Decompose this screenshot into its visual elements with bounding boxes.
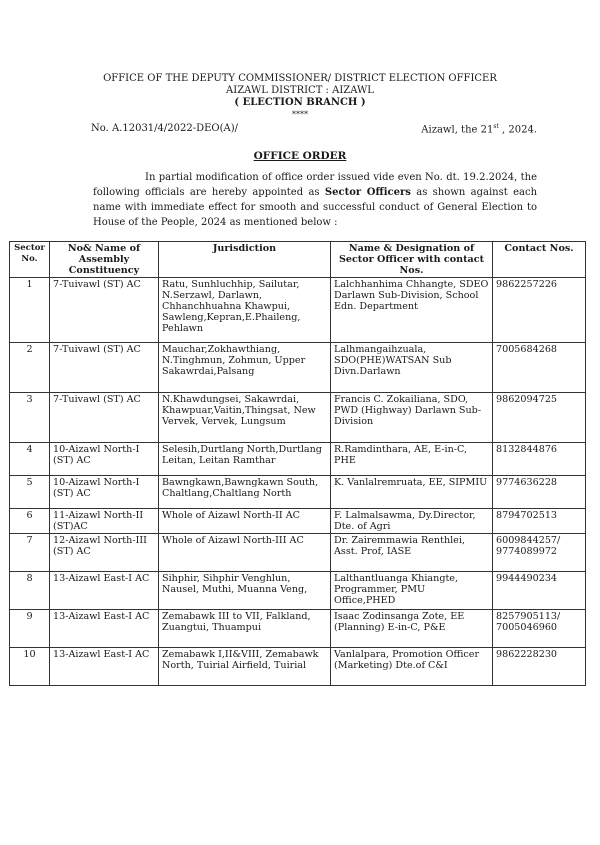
date-superscript: st xyxy=(493,123,499,130)
header-sector-no: Sector No. xyxy=(10,242,50,278)
cell-officer: F. Lalmalsawma, Dy.Director, Dte. of Agri xyxy=(331,509,493,534)
cell-constituency: 12-Aizawl North-III (ST) AC xyxy=(50,534,159,572)
order-paragraph xyxy=(93,170,537,230)
cell-sector-no: 3 xyxy=(10,393,50,443)
cell-jurisdiction: Whole of Aizawl North-II AC xyxy=(159,509,331,534)
cell-constituency: 13-Aizawl East-I AC xyxy=(50,648,159,686)
cell-contact: 6009844257/ 9774089972 xyxy=(493,534,586,572)
table-row xyxy=(10,534,586,572)
cell-sector-no: 4 xyxy=(10,443,50,476)
table-header-row xyxy=(10,242,586,278)
cell-contact: 8794702513 xyxy=(493,509,586,534)
cell-jurisdiction: Sihphir, Sihphir Venghlun, Nausel, Muthi, Muanna Veng, xyxy=(159,572,331,610)
cell-officer: R.Ramdinthara, AE, E-in-C, PHE xyxy=(331,443,493,476)
sector-officers-table xyxy=(9,241,586,686)
table-row xyxy=(10,393,586,443)
paragraph-bold: Sector Officers xyxy=(324,187,411,198)
cell-officer: Dr. Zairemmawia Renthlei, Asst. Prof, IASE xyxy=(331,534,493,572)
cell-jurisdiction: N.Khawdungsei, Sakawrdai, Khawpuar,Vaitin,Thingsat, New Vervek, Vervek, Lungsum xyxy=(159,393,331,443)
cell-contact: 9862094725 xyxy=(493,393,586,443)
table-row xyxy=(10,509,586,534)
cell-officer: Lalthantluanga Khiangte, Programmer, PMU Office,PHED xyxy=(331,572,493,610)
cell-sector-no: 9 xyxy=(10,610,50,648)
cell-contact: 8257905113/ 7005046960 xyxy=(493,610,586,648)
cell-constituency: 11-Aizawl North-II (ST)AC xyxy=(50,509,159,534)
place-date xyxy=(421,123,537,135)
header-constituency: No& Name of Assembly Constituency xyxy=(50,242,159,278)
stars-separator: **** xyxy=(292,110,308,119)
date-suffix: , 2024. xyxy=(498,124,537,136)
table-row xyxy=(10,610,586,648)
cell-constituency: 13-Aizawl East-I AC xyxy=(50,572,159,610)
cell-contact: 9774636228 xyxy=(493,476,586,509)
paragraph-part2: as shown against each name with immediate effect for smooth and successful conduct of General Election to House of the People, 2024 as mentioned below : xyxy=(93,187,538,228)
cell-sector-no: 7 xyxy=(10,534,50,572)
cell-constituency: 7-Tuivawl (ST) AC xyxy=(50,393,159,443)
district-heading: AIZAWL DISTRICT : AIZAWL xyxy=(226,85,374,96)
branch-heading: ( ELECTION BRANCH ) xyxy=(234,97,366,108)
cell-officer: Isaac Zodinsanga Zote, EE (Planning) E-in-C, P&E xyxy=(331,610,493,648)
table-row xyxy=(10,278,586,343)
cell-officer: Francis C. Zokailiana, SDO, PWD (Highway) Darlawn Sub-Division xyxy=(331,393,493,443)
cell-sector-no: 5 xyxy=(10,476,50,509)
cell-jurisdiction: Zemabawk III to VII, Falkland, Zuangtui, Thuampui xyxy=(159,610,331,648)
cell-officer: Vanlalpara, Promotion Officer (Marketing) Dte.of C&I xyxy=(331,648,493,686)
cell-sector-no: 1 xyxy=(10,278,50,343)
table-row xyxy=(10,343,586,393)
date-prefix: Aizawl, the 21 xyxy=(421,124,494,136)
cell-jurisdiction: Ratu, Sunhluchhip, Sailutar, N.Serzawl, Darlawn, Chhanchhuahna Khawpui, Sawleng,Kepran,E.Phaileng, Pehlawn xyxy=(159,278,331,343)
cell-contact: 8132844876 xyxy=(493,443,586,476)
table-row xyxy=(10,572,586,610)
reference-number: No. A.12031/4/2022-DEO(A)/ xyxy=(91,123,239,134)
cell-constituency: 10-Aizawl North-I (ST) AC xyxy=(50,443,159,476)
cell-contact: 9862228230 xyxy=(493,648,586,686)
cell-officer: Lalchhanhima Chhangte, SDEO Darlawn Sub-Division, School Edn. Department xyxy=(331,278,493,343)
cell-constituency: 7-Tuivawl (ST) AC xyxy=(50,343,159,393)
cell-contact: 9862257226 xyxy=(493,278,586,343)
cell-jurisdiction: Selesih,Durtlang North,Durtlang Leitan, Leitan Ramthar xyxy=(159,443,331,476)
cell-officer: Lalhmangaihzuala, SDO(PHE)WATSAN Sub Divn.Darlawn xyxy=(331,343,493,393)
cell-officer: K. Vanlalremruata, EE, SIPMIU xyxy=(331,476,493,509)
cell-sector-no: 2 xyxy=(10,343,50,393)
cell-constituency: 7-Tuivawl (ST) AC xyxy=(50,278,159,343)
table-row xyxy=(10,443,586,476)
cell-sector-no: 6 xyxy=(10,509,50,534)
header-contact: Contact Nos. xyxy=(493,242,586,278)
cell-contact: 9944490234 xyxy=(493,572,586,610)
table-row xyxy=(10,648,586,686)
cell-jurisdiction: Zemabawk I,II&VIII, Zemabawk North, Tuirial Airfield, Tuirial xyxy=(159,648,331,686)
cell-sector-no: 8 xyxy=(10,572,50,610)
table-row xyxy=(10,476,586,509)
cell-jurisdiction: Bawngkawn,Bawngkawn South, Chaltlang,Chaltlang North xyxy=(159,476,331,509)
cell-jurisdiction: Whole of Aizawl North-III AC xyxy=(159,534,331,572)
office-heading: OFFICE OF THE DEPUTY COMMISSIONER/ DISTRICT ELECTION OFFICER xyxy=(103,73,497,84)
order-title: OFFICE ORDER xyxy=(253,150,347,162)
cell-contact: 7005684268 xyxy=(493,343,586,393)
cell-constituency: 13-Aizawl East-I AC xyxy=(50,610,159,648)
cell-constituency: 10-Aizawl North-I (ST) AC xyxy=(50,476,159,509)
reference-line xyxy=(91,123,537,134)
cell-sector-no: 10 xyxy=(10,648,50,686)
header-officer: Name & Designation of Sector Officer with contact Nos. xyxy=(331,242,493,278)
header-jurisdiction: Jurisdiction xyxy=(159,242,331,278)
cell-jurisdiction: Mauchar,Zokhawthiang, N.Tinghmun, Zohmun, Upper Sakawrdai,Palsang xyxy=(159,343,331,393)
paragraph-part1: In partial modification of office order issued vide even No. dt. 19.2.2024, the following officials are hereby appointed as xyxy=(93,172,537,198)
